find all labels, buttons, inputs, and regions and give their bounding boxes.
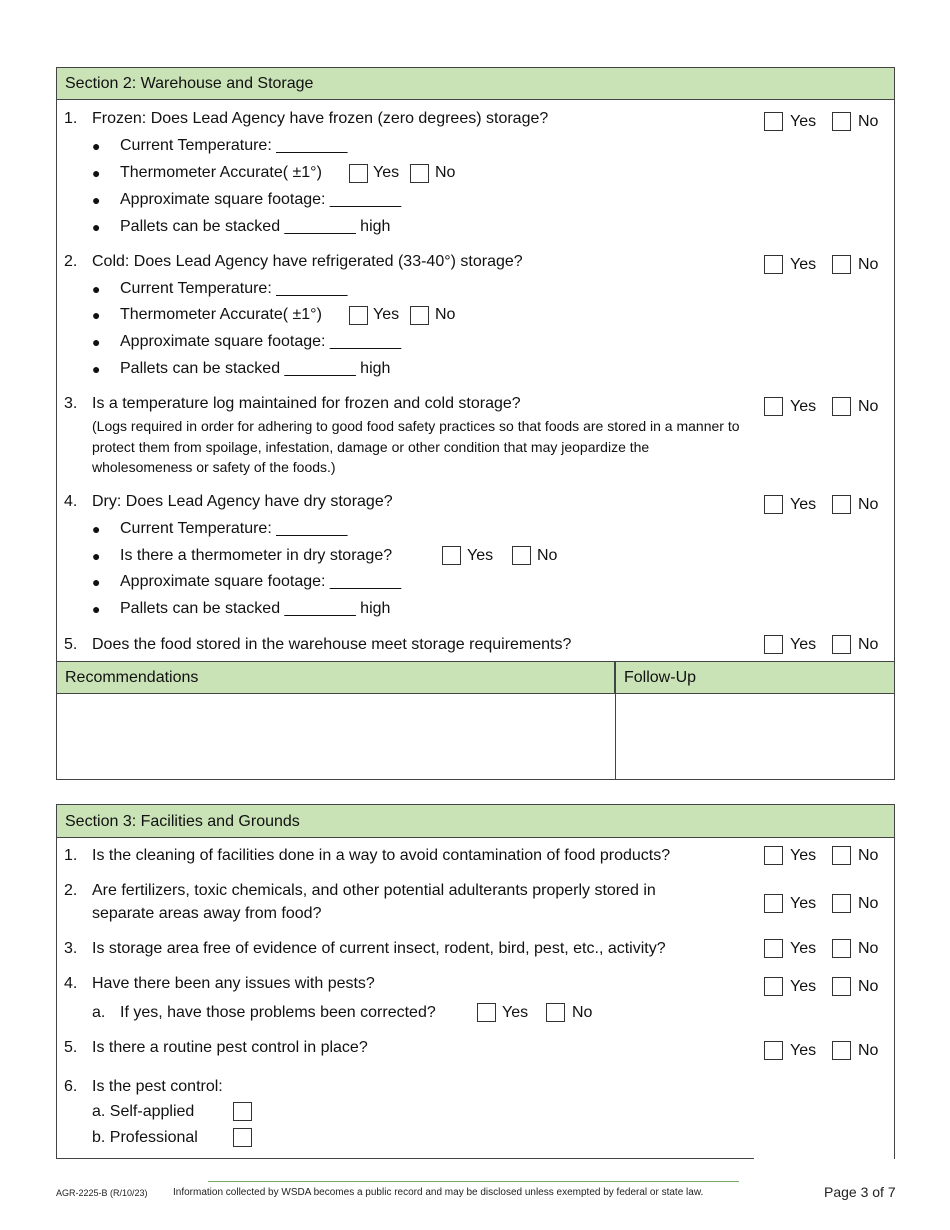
q2-no-label: No	[858, 256, 879, 273]
s3-q5-yes-checkbox[interactable]	[764, 1041, 783, 1060]
q2-square-footage: Approximate square footage: ________	[120, 333, 402, 350]
s3-q6a-label: a. Self-applied	[92, 1103, 195, 1120]
q1-no-label: No	[858, 113, 879, 130]
followup-header: Follow-Up	[616, 662, 894, 694]
q4-pallets: Pallets can be stacked ________ high	[120, 600, 391, 617]
bullet-icon: ●	[92, 601, 101, 617]
q3-no-checkbox[interactable]	[832, 397, 851, 416]
s3-q2-text-line1: Are fertilizers, toxic chemicals, and other potential adulterants properly stored in	[92, 882, 656, 899]
q2-yes-checkbox[interactable]	[764, 255, 783, 274]
s3-q6-number: 6.	[64, 1078, 78, 1095]
q4-current-temperature: Current Temperature: ________	[120, 520, 348, 537]
s3-q2-text-line2: separate areas away from food?	[92, 905, 322, 922]
s3-q3-no-checkbox[interactable]	[832, 939, 851, 958]
s3-q5-no-label: No	[858, 1042, 879, 1059]
q3-yes-checkbox[interactable]	[764, 397, 783, 416]
s3-q4a-yes-checkbox[interactable]	[477, 1003, 496, 1022]
q1-no-checkbox[interactable]	[832, 112, 851, 131]
q2-yes-label: Yes	[790, 256, 817, 273]
s3-q4-yes-label: Yes	[790, 978, 817, 995]
q4-thermo-yes-checkbox[interactable]	[442, 546, 461, 565]
s3-q5-no-checkbox[interactable]	[832, 1041, 851, 1060]
s3-q5-number: 5.	[64, 1039, 78, 1056]
s3-q3-no-label: No	[858, 940, 879, 957]
q4-number: 4.	[64, 493, 78, 510]
bullet-icon: ●	[92, 219, 101, 235]
s3-q2-no-label: No	[858, 895, 879, 912]
q1-number: 1.	[64, 110, 78, 127]
followup-field[interactable]	[616, 695, 894, 779]
q4-no-label: No	[858, 496, 879, 513]
bullet-icon: ●	[92, 334, 101, 350]
q5-yes-checkbox[interactable]	[764, 635, 783, 654]
q5-text: Does the food stored in the warehouse meet storage requirements?	[92, 636, 572, 653]
form-id: AGR-2225-B (R/10/23)	[56, 1188, 148, 1198]
s3-q5-text: Is there a routine pest control in place?	[92, 1039, 368, 1056]
bullet-icon: ●	[92, 165, 101, 181]
section-3-bottom-border	[56, 1158, 754, 1159]
s3-q6a-checkbox[interactable]	[233, 1102, 252, 1121]
recommendations-field[interactable]	[57, 695, 615, 779]
s3-q3-number: 3.	[64, 940, 78, 957]
divider	[615, 662, 616, 779]
q1-thermo-yes-checkbox[interactable]	[349, 164, 368, 183]
bullet-icon: ●	[92, 192, 101, 208]
q1-thermo-no-checkbox[interactable]	[410, 164, 429, 183]
bullet-icon: ●	[92, 548, 101, 564]
q4-yes-checkbox[interactable]	[764, 495, 783, 514]
q4-text: Dry: Does Lead Agency have dry storage?	[92, 493, 393, 510]
section-3-right-border	[894, 804, 895, 1159]
q3-yes-label: Yes	[790, 398, 817, 415]
s3-q4-number: 4.	[64, 975, 78, 992]
bullet-icon: ●	[92, 361, 101, 377]
q1-yes-label: Yes	[790, 113, 817, 130]
q1-yes-checkbox[interactable]	[764, 112, 783, 131]
q5-number: 5.	[64, 636, 78, 653]
q3-note: (Logs required in order for adhering to good food safety practices so that foods are stored in a manner to protect them from spoilage, infestation, damage or other condition that may jeopardize the wholesomeness or safety of the foods.)	[92, 418, 740, 475]
s3-q3-yes-checkbox[interactable]	[764, 939, 783, 958]
q2-pallets: Pallets can be stacked ________ high	[120, 360, 391, 377]
q2-thermo-yes-label: Yes	[373, 306, 400, 323]
s3-q4a-no-label: No	[572, 1004, 593, 1021]
s3-q1-text: Is the cleaning of facilities done in a way to avoid contamination of food products?	[92, 847, 671, 864]
s3-q1-number: 1.	[64, 847, 78, 864]
bullet-icon: ●	[92, 521, 101, 537]
q4-thermo-no-label: No	[537, 547, 558, 564]
s3-q4a-yes-label: Yes	[502, 1004, 529, 1021]
s3-q1-no-label: No	[858, 847, 879, 864]
s3-q4-text: Have there been any issues with pests?	[92, 975, 375, 992]
s3-q6-text: Is the pest control:	[92, 1078, 223, 1095]
q4-no-checkbox[interactable]	[832, 495, 851, 514]
section-2-title: Section 2: Warehouse and Storage	[57, 68, 894, 100]
q1-current-temperature: Current Temperature: ________	[120, 137, 348, 154]
s3-q4-no-checkbox[interactable]	[832, 977, 851, 996]
q1-thermo-yes-label: Yes	[373, 164, 400, 181]
q2-thermo-yes-checkbox[interactable]	[349, 306, 368, 325]
q1-text: Frozen: Does Lead Agency have frozen (zero degrees) storage?	[92, 110, 549, 127]
s3-q4-yes-checkbox[interactable]	[764, 977, 783, 996]
q2-text: Cold: Does Lead Agency have refrigerated (33-40°) storage?	[92, 253, 523, 270]
section-3-left-border	[56, 804, 57, 1159]
s3-q4a-label: a.	[92, 1004, 106, 1021]
q2-current-temperature: Current Temperature: ________	[120, 280, 348, 297]
bullet-icon: ●	[92, 574, 101, 590]
bullet-icon: ●	[92, 281, 101, 297]
s3-q2-yes-label: Yes	[790, 895, 817, 912]
q1-square-footage: Approximate square footage: ________	[120, 191, 402, 208]
s3-q3-yes-label: Yes	[790, 940, 817, 957]
q5-yes-label: Yes	[790, 636, 817, 653]
q3-text: Is a temperature log maintained for frozen and cold storage?	[92, 395, 521, 412]
recommendations-header: Recommendations	[57, 662, 615, 694]
q3-number: 3.	[64, 395, 78, 412]
s3-q6b-label: b. Professional	[92, 1129, 198, 1146]
q1-thermo-no-label: No	[435, 164, 456, 181]
s3-q3-text: Is storage area free of evidence of current insect, rodent, bird, pest, etc., activity?	[92, 940, 666, 957]
q4-thermometer-present: Is there a thermometer in dry storage?	[120, 547, 393, 564]
section-2	[56, 67, 895, 780]
q2-number: 2.	[64, 253, 78, 270]
s3-q4a-no-checkbox[interactable]	[546, 1003, 565, 1022]
q4-square-footage: Approximate square footage: ________	[120, 573, 402, 590]
q2-no-checkbox[interactable]	[832, 255, 851, 274]
bullet-icon: ●	[92, 307, 101, 323]
page-number: Page 3 of 7	[824, 1184, 896, 1200]
s3-q5-yes-label: Yes	[790, 1042, 817, 1059]
q4-thermo-no-checkbox[interactable]	[512, 546, 531, 565]
q4-thermo-yes-label: Yes	[467, 547, 494, 564]
q2-thermometer-accurate: Thermometer Accurate( ±1°)	[120, 306, 322, 323]
q4-yes-label: Yes	[790, 496, 817, 513]
s3-q2-no-checkbox[interactable]	[832, 894, 851, 913]
bullet-icon: ●	[92, 138, 101, 154]
q2-thermo-no-label: No	[435, 306, 456, 323]
q3-no-label: No	[858, 398, 879, 415]
public-record-notice: Information collected by WSDA becomes a public record and may be disclosed unless exempted by federal or state law.	[173, 1187, 704, 1198]
q1-pallets: Pallets can be stacked ________ high	[120, 218, 391, 235]
section-3-title: Section 3: Facilities and Grounds	[57, 805, 894, 838]
s3-q2-number: 2.	[64, 882, 78, 899]
s3-q1-yes-label: Yes	[790, 847, 817, 864]
s3-q1-no-checkbox[interactable]	[832, 846, 851, 865]
q5-no-checkbox[interactable]	[832, 635, 851, 654]
s3-q4a-text: If yes, have those problems been corrected?	[120, 1004, 436, 1021]
s3-q2-yes-checkbox[interactable]	[764, 894, 783, 913]
q1-thermometer-accurate: Thermometer Accurate( ±1°)	[120, 164, 322, 181]
s3-q4-no-label: No	[858, 978, 879, 995]
q2-thermo-no-checkbox[interactable]	[410, 306, 429, 325]
s3-q6b-checkbox[interactable]	[233, 1128, 252, 1147]
footer-divider	[208, 1181, 739, 1182]
q5-no-label: No	[858, 636, 879, 653]
s3-q1-yes-checkbox[interactable]	[764, 846, 783, 865]
